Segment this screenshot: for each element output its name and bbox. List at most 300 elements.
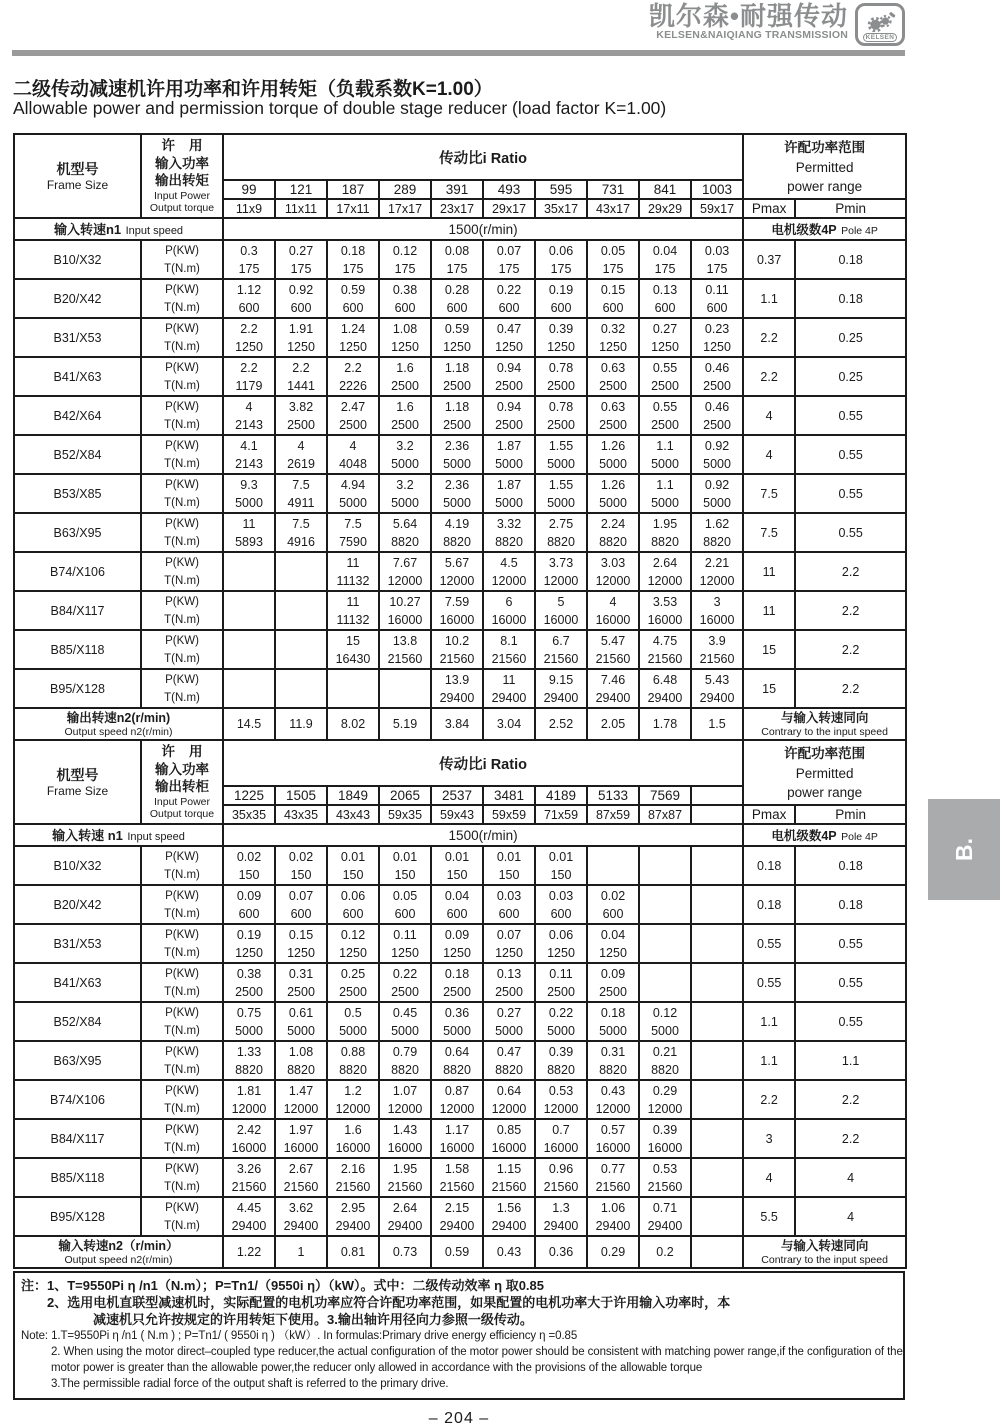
pmin-value: 0.18 <box>795 846 906 885</box>
power-torque-cell: 0.22 2500 <box>379 963 431 1002</box>
power-torque-cell: 2.2 2226 <box>327 357 379 396</box>
pmin-value: 2.2 <box>795 591 906 630</box>
page-content <box>13 133 905 1428</box>
pmin-value: 0.25 <box>795 357 906 396</box>
pt-label-cell: P(KW) T(N.m) <box>141 240 223 279</box>
power-torque-cell: 2.2 1179 <box>223 357 275 396</box>
power-torque-cell <box>275 552 327 591</box>
power-torque-cell: 1.18 2500 <box>431 357 483 396</box>
ratio-factor: 43x17 <box>587 199 639 218</box>
power-torque-cell: 0.13 600 <box>639 279 691 318</box>
power-torque-cell: 0.77 21560 <box>587 1158 639 1197</box>
output-speed-value: 0.36 <box>535 1236 587 1268</box>
power-torque-cell <box>223 591 275 630</box>
spec-table-2 <box>13 739 907 1269</box>
ratio-factor: 11x11 <box>275 199 327 218</box>
power-torque-cell: 1.15 21560 <box>483 1158 535 1197</box>
frame-size-cell: B41/X63 <box>14 963 141 1002</box>
table-row <box>14 435 906 474</box>
table-row <box>14 396 906 435</box>
power-torque-cell: 7.5 4911 <box>275 474 327 513</box>
pt-label-cell: P(KW) T(N.m) <box>141 963 223 1002</box>
pmin-value: 2.2 <box>795 669 906 708</box>
power-torque-cell: 3 16000 <box>691 591 743 630</box>
power-torque-cell <box>275 630 327 669</box>
pmax-value: 0.55 <box>743 924 795 963</box>
power-torque-cell: 4 16000 <box>587 591 639 630</box>
frame-size-cell: B41/X63 <box>14 357 141 396</box>
ratio-factor: 59x43 <box>431 805 483 824</box>
pmax-value: 2.2 <box>743 357 795 396</box>
ratio-factor: 87x59 <box>587 805 639 824</box>
power-torque-cell: 0.64 8820 <box>431 1041 483 1080</box>
ratio-factor: 23x17 <box>431 199 483 218</box>
ratio-value: 289 <box>379 180 431 199</box>
power-torque-cell: 0.12 1250 <box>327 924 379 963</box>
ratio-value: 841 <box>639 180 691 199</box>
power-torque-cell: 0.27 5000 <box>483 1002 535 1041</box>
frame-size-cell: B52/X84 <box>14 1002 141 1041</box>
power-torque-cell: 1.56 29400 <box>483 1197 535 1236</box>
power-torque-cell: 1.26 5000 <box>587 474 639 513</box>
output-speed-value: 1.78 <box>639 708 691 740</box>
power-torque-cell: 1.3 29400 <box>535 1197 587 1236</box>
pmax-value: 0.37 <box>743 240 795 279</box>
power-torque-cell: 1.6 2500 <box>379 357 431 396</box>
power-torque-cell: 10.27 16000 <box>379 591 431 630</box>
power-torque-cell: 3.62 29400 <box>275 1197 327 1236</box>
power-torque-cell: 0.36 5000 <box>431 1002 483 1041</box>
pmin-value: 2.2 <box>795 1119 906 1158</box>
power-torque-cell: 5.67 12000 <box>431 552 483 591</box>
frame-size-cell: B31/X53 <box>14 318 141 357</box>
power-torque-cell: 1.12 600 <box>223 279 275 318</box>
pmin-value: 4 <box>795 1158 906 1197</box>
power-torque-cell: 0.12 175 <box>379 240 431 279</box>
ratio-factor: 35x35 <box>223 805 275 824</box>
frame-size-cell: B20/X42 <box>14 279 141 318</box>
header-divider <box>12 50 905 56</box>
pt-label-cell: P(KW) T(N.m) <box>141 1197 223 1236</box>
power-torque-cell: 1.87 5000 <box>483 474 535 513</box>
power-torque-cell: 8.1 21560 <box>483 630 535 669</box>
pt-label-cell: P(KW) T(N.m) <box>141 396 223 435</box>
power-torque-cell: 0.64 12000 <box>483 1080 535 1119</box>
pmax-value: 15 <box>743 630 795 669</box>
ratio-factor: 29x17 <box>483 199 535 218</box>
ratio-factor: 71x59 <box>535 805 587 824</box>
table-row <box>14 474 906 513</box>
power-torque-cell: 2.15 29400 <box>431 1197 483 1236</box>
ratio-value: 731 <box>587 180 639 199</box>
input-speed-row <box>14 824 906 846</box>
power-torque-cell: 0.23 1250 <box>691 318 743 357</box>
power-torque-cell: 1.95 21560 <box>379 1158 431 1197</box>
output-speed-value: 0.2 <box>639 1236 691 1268</box>
ratio-value: 3481 <box>483 786 535 805</box>
power-torque-cell: 3.9 21560 <box>691 630 743 669</box>
power-torque-cell: 3.82 2500 <box>275 396 327 435</box>
pmin-label: Pmin <box>795 805 906 824</box>
power-torque-cell: 2.2 1441 <box>275 357 327 396</box>
pt-label-cell: P(KW) T(N.m) <box>141 591 223 630</box>
power-torque-cell: 1.43 16000 <box>379 1119 431 1158</box>
power-torque-cell: 0.09 2500 <box>587 963 639 1002</box>
power-torque-cell <box>639 963 691 1002</box>
output-speed-value: 3.04 <box>483 708 535 740</box>
ratio-factor: 17x11 <box>327 199 379 218</box>
table-row <box>14 240 906 279</box>
power-torque-cell: 2.95 29400 <box>327 1197 379 1236</box>
power-torque-cell: 4.1 2143 <box>223 435 275 474</box>
power-torque-cell: 0.75 5000 <box>223 1002 275 1041</box>
power-torque-cell <box>639 924 691 963</box>
power-torque-cell: 1.06 29400 <box>587 1197 639 1236</box>
page-title-en: Allowable power and permission torque of double stage reducer (load factor K=1.00) <box>13 98 667 118</box>
power-torque-cell <box>691 846 743 885</box>
power-torque-cell: 0.47 8820 <box>483 1041 535 1080</box>
spec-table-1 <box>13 133 907 741</box>
pmin-value: 2.2 <box>795 1080 906 1119</box>
power-torque-cell: 0.63 2500 <box>587 396 639 435</box>
power-torque-cell: 2.47 2500 <box>327 396 379 435</box>
power-torque-cell: 4.94 5000 <box>327 474 379 513</box>
frame-size-cell: B95/X128 <box>14 669 141 708</box>
pmin-value: 0.18 <box>795 240 906 279</box>
frame-size-header: 机型号 Frame Size <box>14 740 141 824</box>
input-speed-label: 输入转速 n1 Input speed <box>14 824 223 846</box>
power-torque-cell: 7.5 4916 <box>275 513 327 552</box>
power-torque-cell: 3.32 8820 <box>483 513 535 552</box>
power-torque-cell: 0.38 2500 <box>223 963 275 1002</box>
power-torque-header: 许用 输入功率 输出转矩 Input Power Output torque <box>141 134 223 218</box>
power-torque-cell: 0.7 16000 <box>535 1119 587 1158</box>
table-row <box>14 1041 906 1080</box>
pmax-value: 4 <box>743 396 795 435</box>
note-line: 2、选用电机直联型减速机时，实际配置的电机功率应符合许配功率范围，如果配置的电机功率大于许用输入功率时，本 <box>47 1295 731 1310</box>
pt-label-cell: P(KW) T(N.m) <box>141 279 223 318</box>
power-torque-cell: 9.3 5000 <box>223 474 275 513</box>
power-torque-cell: 0.18 5000 <box>587 1002 639 1041</box>
power-torque-cell <box>275 591 327 630</box>
power-torque-cell: 0.63 2500 <box>587 357 639 396</box>
output-speed-value: 1.5 <box>691 708 743 740</box>
power-torque-cell: 5.64 8820 <box>379 513 431 552</box>
pt-label-cell: P(KW) T(N.m) <box>141 435 223 474</box>
pmin-value: 0.18 <box>795 885 906 924</box>
power-torque-cell: 0.15 1250 <box>275 924 327 963</box>
table-row <box>14 846 906 885</box>
power-torque-cell: 4 4048 <box>327 435 379 474</box>
power-torque-cell: 3.2 5000 <box>379 435 431 474</box>
power-torque-cell <box>223 630 275 669</box>
pt-label-cell: P(KW) T(N.m) <box>141 630 223 669</box>
power-torque-cell: 1.87 5000 <box>483 435 535 474</box>
power-torque-cell <box>223 669 275 708</box>
pmax-value: 0.18 <box>743 885 795 924</box>
pmax-value: 0.55 <box>743 963 795 1002</box>
table-row <box>14 1197 906 1236</box>
ratio-value: 1225 <box>223 786 275 805</box>
power-torque-cell: 0.04 600 <box>431 885 483 924</box>
power-torque-cell: 4 2619 <box>275 435 327 474</box>
power-torque-cell: 0.28 600 <box>431 279 483 318</box>
output-speed-value: 0.59 <box>431 1236 483 1268</box>
frame-size-cell: B31/X53 <box>14 924 141 963</box>
power-torque-cell: 0.25 2500 <box>327 963 379 1002</box>
output-speed-value: 5.19 <box>379 708 431 740</box>
section-tab-label: B. <box>950 838 977 861</box>
pmin-value: 0.55 <box>795 513 906 552</box>
page-title-cn: 二级传动减速机许用功率和许用转矩（负载系数K=1.00） <box>13 79 493 100</box>
power-torque-cell: 0.03 600 <box>483 885 535 924</box>
power-torque-cell: 0.46 2500 <box>691 396 743 435</box>
power-torque-cell: 3.53 16000 <box>639 591 691 630</box>
input-speed-row <box>14 218 906 240</box>
table-row <box>14 1119 906 1158</box>
pmax-value: 4 <box>743 1158 795 1197</box>
brand-name-cn: 凯尔森•耐强传动 <box>648 1 848 31</box>
pmin-value: 0.55 <box>795 924 906 963</box>
power-torque-cell: 2.42 16000 <box>223 1119 275 1158</box>
pmax-value: 7.5 <box>743 474 795 513</box>
pmax-value: 11 <box>743 591 795 630</box>
power-torque-cell: 0.32 1250 <box>587 318 639 357</box>
ratio-value: 2065 <box>379 786 431 805</box>
power-torque-cell <box>275 669 327 708</box>
rotation-direction-cell: 与输入转速同向 Contrary to the input speed <box>743 1236 906 1268</box>
ratio-value: 1849 <box>327 786 379 805</box>
power-torque-cell: 0.22 600 <box>483 279 535 318</box>
pt-label-cell: P(KW) T(N.m) <box>141 924 223 963</box>
power-torque-cell: 0.02 600 <box>587 885 639 924</box>
table-row <box>14 279 906 318</box>
output-speed-value: 0.81 <box>327 1236 379 1268</box>
ratio-header: 传动比i Ratio <box>223 134 743 180</box>
ratio-value: 1003 <box>691 180 743 199</box>
ratio-value: 4189 <box>535 786 587 805</box>
power-torque-cell: 1.81 12000 <box>223 1080 275 1119</box>
power-torque-cell: 1.26 5000 <box>587 435 639 474</box>
pmin-value: 4 <box>795 1197 906 1236</box>
power-torque-cell: 1.33 8820 <box>223 1041 275 1080</box>
pmax-value: 3 <box>743 1119 795 1158</box>
power-torque-cell: 1.6 16000 <box>327 1119 379 1158</box>
output-speed-label: 输出转速n2(r/min) Output speed n2(r/min) <box>14 708 223 740</box>
power-torque-cell: 2.64 29400 <box>379 1197 431 1236</box>
power-torque-cell: 0.07 1250 <box>483 924 535 963</box>
pmax-label: Pmax <box>743 199 795 218</box>
frame-size-header <box>14 134 141 218</box>
power-torque-cell: 0.38 600 <box>379 279 431 318</box>
pmax-value: 2.2 <box>743 1080 795 1119</box>
power-torque-cell: 7.46 29400 <box>587 669 639 708</box>
power-torque-cell: 0.07 175 <box>483 240 535 279</box>
pmax-value: 5.5 <box>743 1197 795 1236</box>
power-torque-cell: 4 2143 <box>223 396 275 435</box>
permitted-power-header: 许配功率范围 Permitted power range <box>743 740 906 805</box>
power-torque-cell: 0.47 1250 <box>483 318 535 357</box>
power-torque-cell: 1.97 16000 <box>275 1119 327 1158</box>
power-torque-cell: 0.39 1250 <box>535 318 587 357</box>
frame-size-cell: B84/X117 <box>14 591 141 630</box>
power-torque-cell: 0.53 12000 <box>535 1080 587 1119</box>
motor-pole-cell: 电机级数4P Pole 4P <box>743 218 906 240</box>
power-torque-cell: 11 5893 <box>223 513 275 552</box>
power-torque-cell: 0.18 175 <box>327 240 379 279</box>
kelsen-logo-badge <box>855 3 905 46</box>
ratio-value: 1505 <box>275 786 327 805</box>
power-torque-cell: 2.36 5000 <box>431 435 483 474</box>
power-torque-cell: 6.48 29400 <box>639 669 691 708</box>
power-torque-cell: 11 11132 <box>327 591 379 630</box>
ratio-factor: 59x17 <box>691 199 743 218</box>
table-row <box>14 552 906 591</box>
frame-size-cell: B42/X64 <box>14 396 141 435</box>
power-torque-cell: 2.67 21560 <box>275 1158 327 1197</box>
output-speed-value: 1.22 <box>223 1236 275 1268</box>
brand-lockup <box>649 2 848 41</box>
power-torque-cell: 0.27 175 <box>275 240 327 279</box>
power-torque-cell: 1.07 12000 <box>379 1080 431 1119</box>
power-torque-cell: 4.45 29400 <box>223 1197 275 1236</box>
power-torque-cell: 5 16000 <box>535 591 587 630</box>
power-torque-cell: 0.78 2500 <box>535 357 587 396</box>
ratio-factor: 59x59 <box>483 805 535 824</box>
power-torque-cell: 15 16430 <box>327 630 379 669</box>
pmin-value: 0.25 <box>795 318 906 357</box>
table-row <box>14 963 906 1002</box>
pt-label-cell: P(KW) T(N.m) <box>141 357 223 396</box>
table-row <box>14 924 906 963</box>
power-torque-cell: 0.46 2500 <box>691 357 743 396</box>
power-torque-cell: 1.1 5000 <box>639 474 691 513</box>
pmax-value: 4 <box>743 435 795 474</box>
power-torque-cell: 0.88 8820 <box>327 1041 379 1080</box>
power-torque-cell: 0.19 1250 <box>223 924 275 963</box>
power-torque-cell: 1.62 8820 <box>691 513 743 552</box>
power-torque-cell: 1.6 2500 <box>379 396 431 435</box>
output-speed-label: 输入转速n2（r/min） Output speed n2(r/min) <box>14 1236 223 1268</box>
power-torque-cell: 0.29 12000 <box>639 1080 691 1119</box>
table-row <box>14 885 906 924</box>
pt-label-cell: P(KW) T(N.m) <box>141 1158 223 1197</box>
pmax-value: 0.18 <box>743 846 795 885</box>
table-row <box>14 318 906 357</box>
power-torque-cell <box>691 1119 743 1158</box>
pmin-value: 0.55 <box>795 1002 906 1041</box>
power-torque-cell: 4.19 8820 <box>431 513 483 552</box>
power-torque-cell: 0.31 2500 <box>275 963 327 1002</box>
output-speed-row <box>14 708 906 740</box>
power-torque-cell <box>691 1158 743 1197</box>
output-speed-value: 1 <box>275 1236 327 1268</box>
badge-word: KELSEN <box>863 33 898 43</box>
power-torque-cell: 0.15 600 <box>587 279 639 318</box>
power-torque-cell: 0.06 175 <box>535 240 587 279</box>
pt-label-cell: P(KW) T(N.m) <box>141 1119 223 1158</box>
note-line: Note: 1.T=9550Pi η /n1 ( N.m ) ; P=Tn1/ ( 9550i η ) （kW）. In formulas:Primary drive energy efficiency η =0.85 <box>21 1330 578 1342</box>
power-torque-cell: 0.55 2500 <box>639 396 691 435</box>
pmax-value: 15 <box>743 669 795 708</box>
frame-size-cell: B85/X118 <box>14 630 141 669</box>
input-speed-label: 输入转速n1 Input speed <box>14 218 223 240</box>
power-torque-cell: 0.3 175 <box>223 240 275 279</box>
power-torque-cell: 0.94 2500 <box>483 396 535 435</box>
frame-size-cell: B63/X95 <box>14 513 141 552</box>
power-torque-cell <box>691 1080 743 1119</box>
power-torque-cell: 7.5 7590 <box>327 513 379 552</box>
output-speed-value <box>691 1236 743 1268</box>
ratio-factor: 29x29 <box>639 199 691 218</box>
table-row <box>14 1002 906 1041</box>
pt-label-cell: P(KW) T(N.m) <box>141 885 223 924</box>
power-torque-cell: 0.01 150 <box>535 846 587 885</box>
pt-label-cell: P(KW) T(N.m) <box>141 1041 223 1080</box>
power-torque-cell: 0.79 8820 <box>379 1041 431 1080</box>
power-torque-cell: 0.39 8820 <box>535 1041 587 1080</box>
pmax-value: 1.1 <box>743 1041 795 1080</box>
power-torque-cell: 2.36 5000 <box>431 474 483 513</box>
power-torque-cell: 0.04 1250 <box>587 924 639 963</box>
power-torque-cell: 1.55 5000 <box>535 435 587 474</box>
power-torque-cell: 2.21 12000 <box>691 552 743 591</box>
frame-size-cell: B74/X106 <box>14 552 141 591</box>
power-torque-cell: 5.43 29400 <box>691 669 743 708</box>
pmin-value: 2.2 <box>795 552 906 591</box>
frame-size-cell: B95/X128 <box>14 1197 141 1236</box>
frame-size-header-cn: 机型号 <box>56 161 99 177</box>
power-torque-cell: 0.55 2500 <box>639 357 691 396</box>
power-torque-cell <box>639 846 691 885</box>
power-torque-cell: 1.08 1250 <box>379 318 431 357</box>
power-torque-cell: 0.07 600 <box>275 885 327 924</box>
note-line: 3.The permissible radial force of the output shaft is referred to the primary drive. <box>51 1378 449 1390</box>
power-torque-cell: 0.59 1250 <box>431 318 483 357</box>
table-row <box>14 591 906 630</box>
power-torque-cell: 2.2 1250 <box>223 318 275 357</box>
power-torque-cell <box>223 552 275 591</box>
frame-size-cell: B85/X118 <box>14 1158 141 1197</box>
power-torque-cell: 0.43 12000 <box>587 1080 639 1119</box>
power-torque-cell: 0.13 2500 <box>483 963 535 1002</box>
table-row <box>14 357 906 396</box>
power-torque-header: 许用 输入功率 输出转柜 Input Power Output torque <box>141 740 223 824</box>
power-torque-cell: 0.19 600 <box>535 279 587 318</box>
power-torque-cell: 5.47 21560 <box>587 630 639 669</box>
power-torque-cell: 0.57 16000 <box>587 1119 639 1158</box>
output-speed-value: 0.73 <box>379 1236 431 1268</box>
power-torque-cell: 0.01 150 <box>483 846 535 885</box>
power-torque-cell: 0.53 21560 <box>639 1158 691 1197</box>
power-torque-cell: 0.78 2500 <box>535 396 587 435</box>
power-torque-cell: 0.92 5000 <box>691 474 743 513</box>
power-torque-cell: 0.11 600 <box>691 279 743 318</box>
pmax-value: 1.1 <box>743 279 795 318</box>
power-torque-cell: 0.01 150 <box>431 846 483 885</box>
power-torque-cell: 10.2 21560 <box>431 630 483 669</box>
power-torque-cell: 0.01 150 <box>327 846 379 885</box>
power-torque-cell: 0.08 175 <box>431 240 483 279</box>
ratio-header: 传动比i Ratio <box>223 740 743 786</box>
power-torque-cell: 0.87 12000 <box>431 1080 483 1119</box>
pmax-value: 1.1 <box>743 1002 795 1041</box>
gear-animal-icon <box>863 12 897 32</box>
pt-label-cell: P(KW) T(N.m) <box>141 474 223 513</box>
ratio-value: 595 <box>535 180 587 199</box>
output-speed-row <box>14 1236 906 1268</box>
power-torque-cell: 0.09 1250 <box>431 924 483 963</box>
